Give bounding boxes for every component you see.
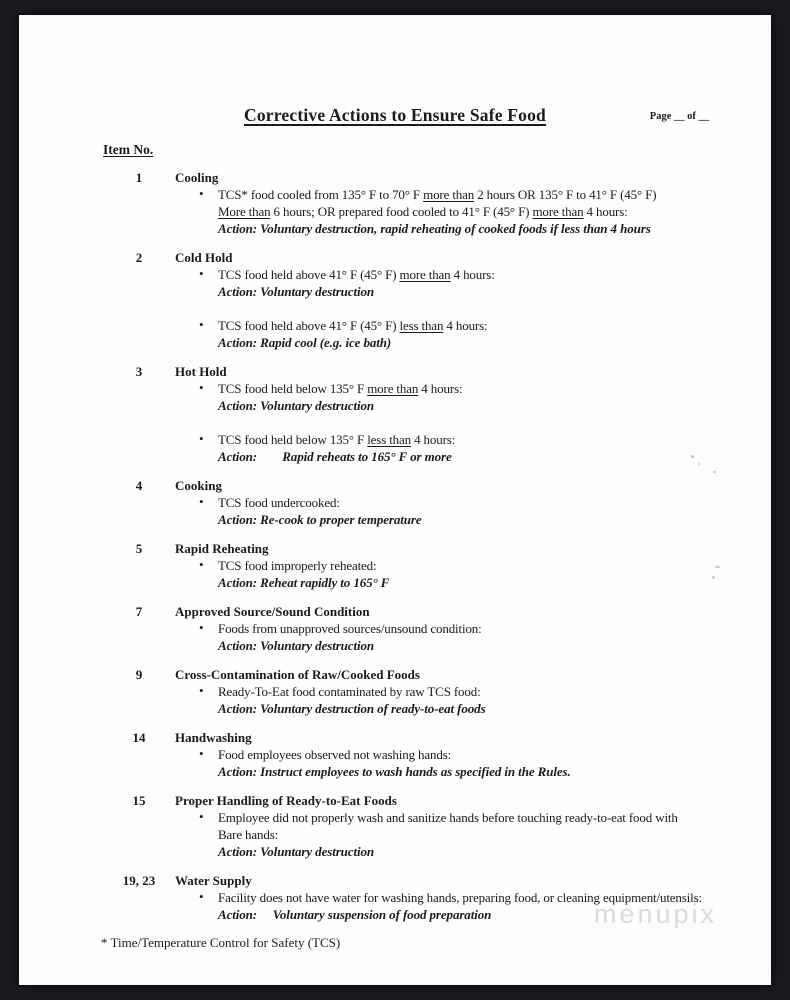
item-title: Rapid Reheating: [175, 541, 269, 556]
bullet-line: [218, 683, 755, 700]
item-content: [175, 169, 755, 237]
text-segment: Food employees observed not washing hands:: [218, 747, 452, 762]
text-segment: More than: [218, 204, 271, 219]
item-row: [103, 169, 755, 237]
bullet-line: [218, 826, 755, 843]
text-segment: 4 hours:: [583, 204, 628, 219]
bullet-line: [218, 317, 755, 334]
action-line: Action: Voluntary destruction: [218, 398, 375, 413]
item-title: Handwashing: [175, 730, 252, 745]
bullet-group: [175, 494, 755, 528]
item-content: [175, 729, 755, 780]
item-content: [175, 363, 755, 465]
item-row: [103, 540, 755, 591]
text-segment: less than: [399, 318, 444, 333]
text-segment: 6 hours; OR prepared food cooled to 41° F (45° F): [270, 204, 533, 219]
bullet-icon: •: [199, 186, 204, 201]
bullet-group: [175, 186, 755, 237]
action-line: Action: Rapid reheats to 165° F or more: [218, 449, 452, 464]
menupix-watermark: menupix: [593, 899, 717, 929]
item-title: Cold Hold: [175, 250, 233, 265]
bullet-icon: •: [199, 683, 204, 698]
action-line: Action: Voluntary destruction of ready-to-eat foods: [218, 701, 486, 716]
item-number: 4: [135, 478, 143, 493]
action-line: Action: Re-cook to proper temperature: [218, 512, 422, 527]
item-row: [103, 666, 755, 717]
text-segment: 4 hours:: [450, 267, 495, 282]
item-row: [103, 363, 755, 465]
bullet-icon: •: [199, 746, 204, 761]
column-header-row: [103, 141, 771, 159]
text-segment: 4 hours:: [411, 432, 456, 447]
bullet-group: [175, 317, 755, 351]
bullet-line: [218, 266, 755, 283]
bullet-group: [175, 683, 755, 717]
text-segment: TCS food held below 135° F: [218, 432, 368, 447]
item-number: 5: [135, 541, 143, 556]
tcs-footnote: * Time/Temperature Control for Safety (TCS): [101, 935, 341, 950]
text-segment: TCS* food cooled from 135° F to 70° F: [218, 187, 424, 202]
item-title: Hot Hold: [175, 364, 227, 379]
bullet-icon: •: [199, 494, 204, 509]
bullet-group: [175, 620, 755, 654]
text-segment: 4 hours:: [418, 381, 463, 396]
bullet-icon: •: [199, 620, 204, 635]
text-segment: Bare hands:: [218, 827, 279, 842]
item-content: [175, 249, 755, 351]
bullet-line: [218, 746, 755, 763]
item-row: [103, 249, 755, 351]
item-title: Water Supply: [175, 873, 252, 888]
bullet-icon: •: [199, 889, 204, 904]
bullet-group: [175, 746, 755, 780]
text-segment: more than: [423, 187, 475, 202]
bullet-line: [218, 203, 755, 220]
text-segment: more than: [532, 204, 584, 219]
scan-speck: [715, 566, 720, 568]
action-line: Action: Rapid cool (e.g. ice bath): [218, 335, 392, 350]
action-line: Action: Voluntary destruction: [218, 638, 375, 653]
item-number: 2: [135, 250, 143, 265]
item-content: [175, 666, 755, 717]
text-segment: TCS food held below 135° F: [218, 381, 368, 396]
item-title: Cooking: [175, 478, 222, 493]
bullet-line: [218, 620, 755, 637]
action-line: Action: Instruct employees to wash hands as specified in the Rules.: [218, 764, 571, 779]
bullet-group: [175, 809, 755, 860]
item-number: 14: [132, 730, 146, 745]
text-segment: TCS food held above 41° F (45° F): [218, 267, 400, 282]
item-number: 19, 23: [122, 873, 156, 888]
text-segment: 2 hours OR 135° F to 41° F (45° F): [474, 187, 657, 202]
item-title: Proper Handling of Ready-to-Eat Foods: [175, 793, 397, 808]
item-content: [175, 540, 755, 591]
bullet-group: [175, 557, 755, 591]
bullet-group: [175, 431, 755, 465]
item-row: [103, 477, 755, 528]
action-line: Action: Voluntary destruction, rapid reheating of cooked foods if less than 4 hours: [218, 221, 651, 236]
item-number: 3: [135, 364, 143, 379]
action-line: Action: Voluntary destruction: [218, 284, 375, 299]
item-title: Cooling: [175, 170, 219, 185]
bullet-icon: •: [199, 809, 204, 824]
item-number: 1: [135, 170, 143, 185]
bullet-line: [218, 380, 755, 397]
item-row: [103, 729, 755, 780]
text-segment: TCS food held above 41° F (45° F): [218, 318, 400, 333]
bullet-icon: •: [199, 380, 204, 395]
item-no-column-header: Item No.: [103, 142, 154, 157]
scan-speck: [698, 463, 700, 465]
items-list: [103, 169, 771, 923]
bullet-line: [218, 186, 755, 203]
bullet-line: [218, 494, 755, 511]
text-segment: Ready-To-Eat food contaminated by raw TCS food:: [218, 684, 481, 699]
bullet-line: [218, 557, 755, 574]
bullet-icon: •: [199, 431, 204, 446]
bullet-group: [175, 380, 755, 414]
text-segment: TCS food undercooked:: [218, 495, 340, 510]
item-row: [103, 603, 755, 654]
item-title: Approved Source/Sound Condition: [175, 604, 370, 619]
document-page: [19, 15, 771, 985]
action-line: Action: Reheat rapidly to 165° F: [218, 575, 390, 590]
bullet-icon: •: [199, 557, 204, 572]
item-row: [103, 792, 755, 860]
text-segment: more than: [399, 267, 451, 282]
item-number: 7: [135, 604, 143, 619]
bullet-icon: •: [199, 317, 204, 332]
text-segment: Facility does not have water for washing hands, preparing food, or cleaning equipment/utensils:: [218, 890, 702, 905]
action-line: Action: Voluntary suspension of food preparation: [218, 907, 492, 922]
scan-speck: [691, 455, 694, 458]
bullet-line: [218, 809, 755, 826]
item-number: 15: [132, 793, 146, 808]
item-content: [175, 477, 755, 528]
page-title: Corrective Actions to Ensure Safe Food: [244, 105, 546, 125]
item-title: Cross-Contamination of Raw/Cooked Foods: [175, 667, 420, 682]
bullet-line: [218, 431, 755, 448]
scan-speck: [713, 471, 716, 473]
bullet-icon: •: [199, 266, 204, 281]
item-content: [175, 792, 755, 860]
item-number: 9: [135, 667, 143, 682]
item-content: [175, 603, 755, 654]
action-line: Action: Voluntary destruction: [218, 844, 375, 859]
text-segment: less than: [367, 432, 411, 447]
text-segment: 4 hours:: [443, 318, 488, 333]
text-segment: Foods from unapproved sources/unsound condition:: [218, 621, 482, 636]
text-segment: more than: [367, 381, 419, 396]
page-number-label: Page __ of __: [649, 111, 709, 122]
text-segment: TCS food improperly reheated:: [218, 558, 377, 573]
scan-speck: [712, 576, 715, 579]
bullet-group: [175, 266, 755, 300]
text-segment: Employee did not properly wash and sanitize hands before touching ready-to-eat food with: [218, 810, 678, 825]
